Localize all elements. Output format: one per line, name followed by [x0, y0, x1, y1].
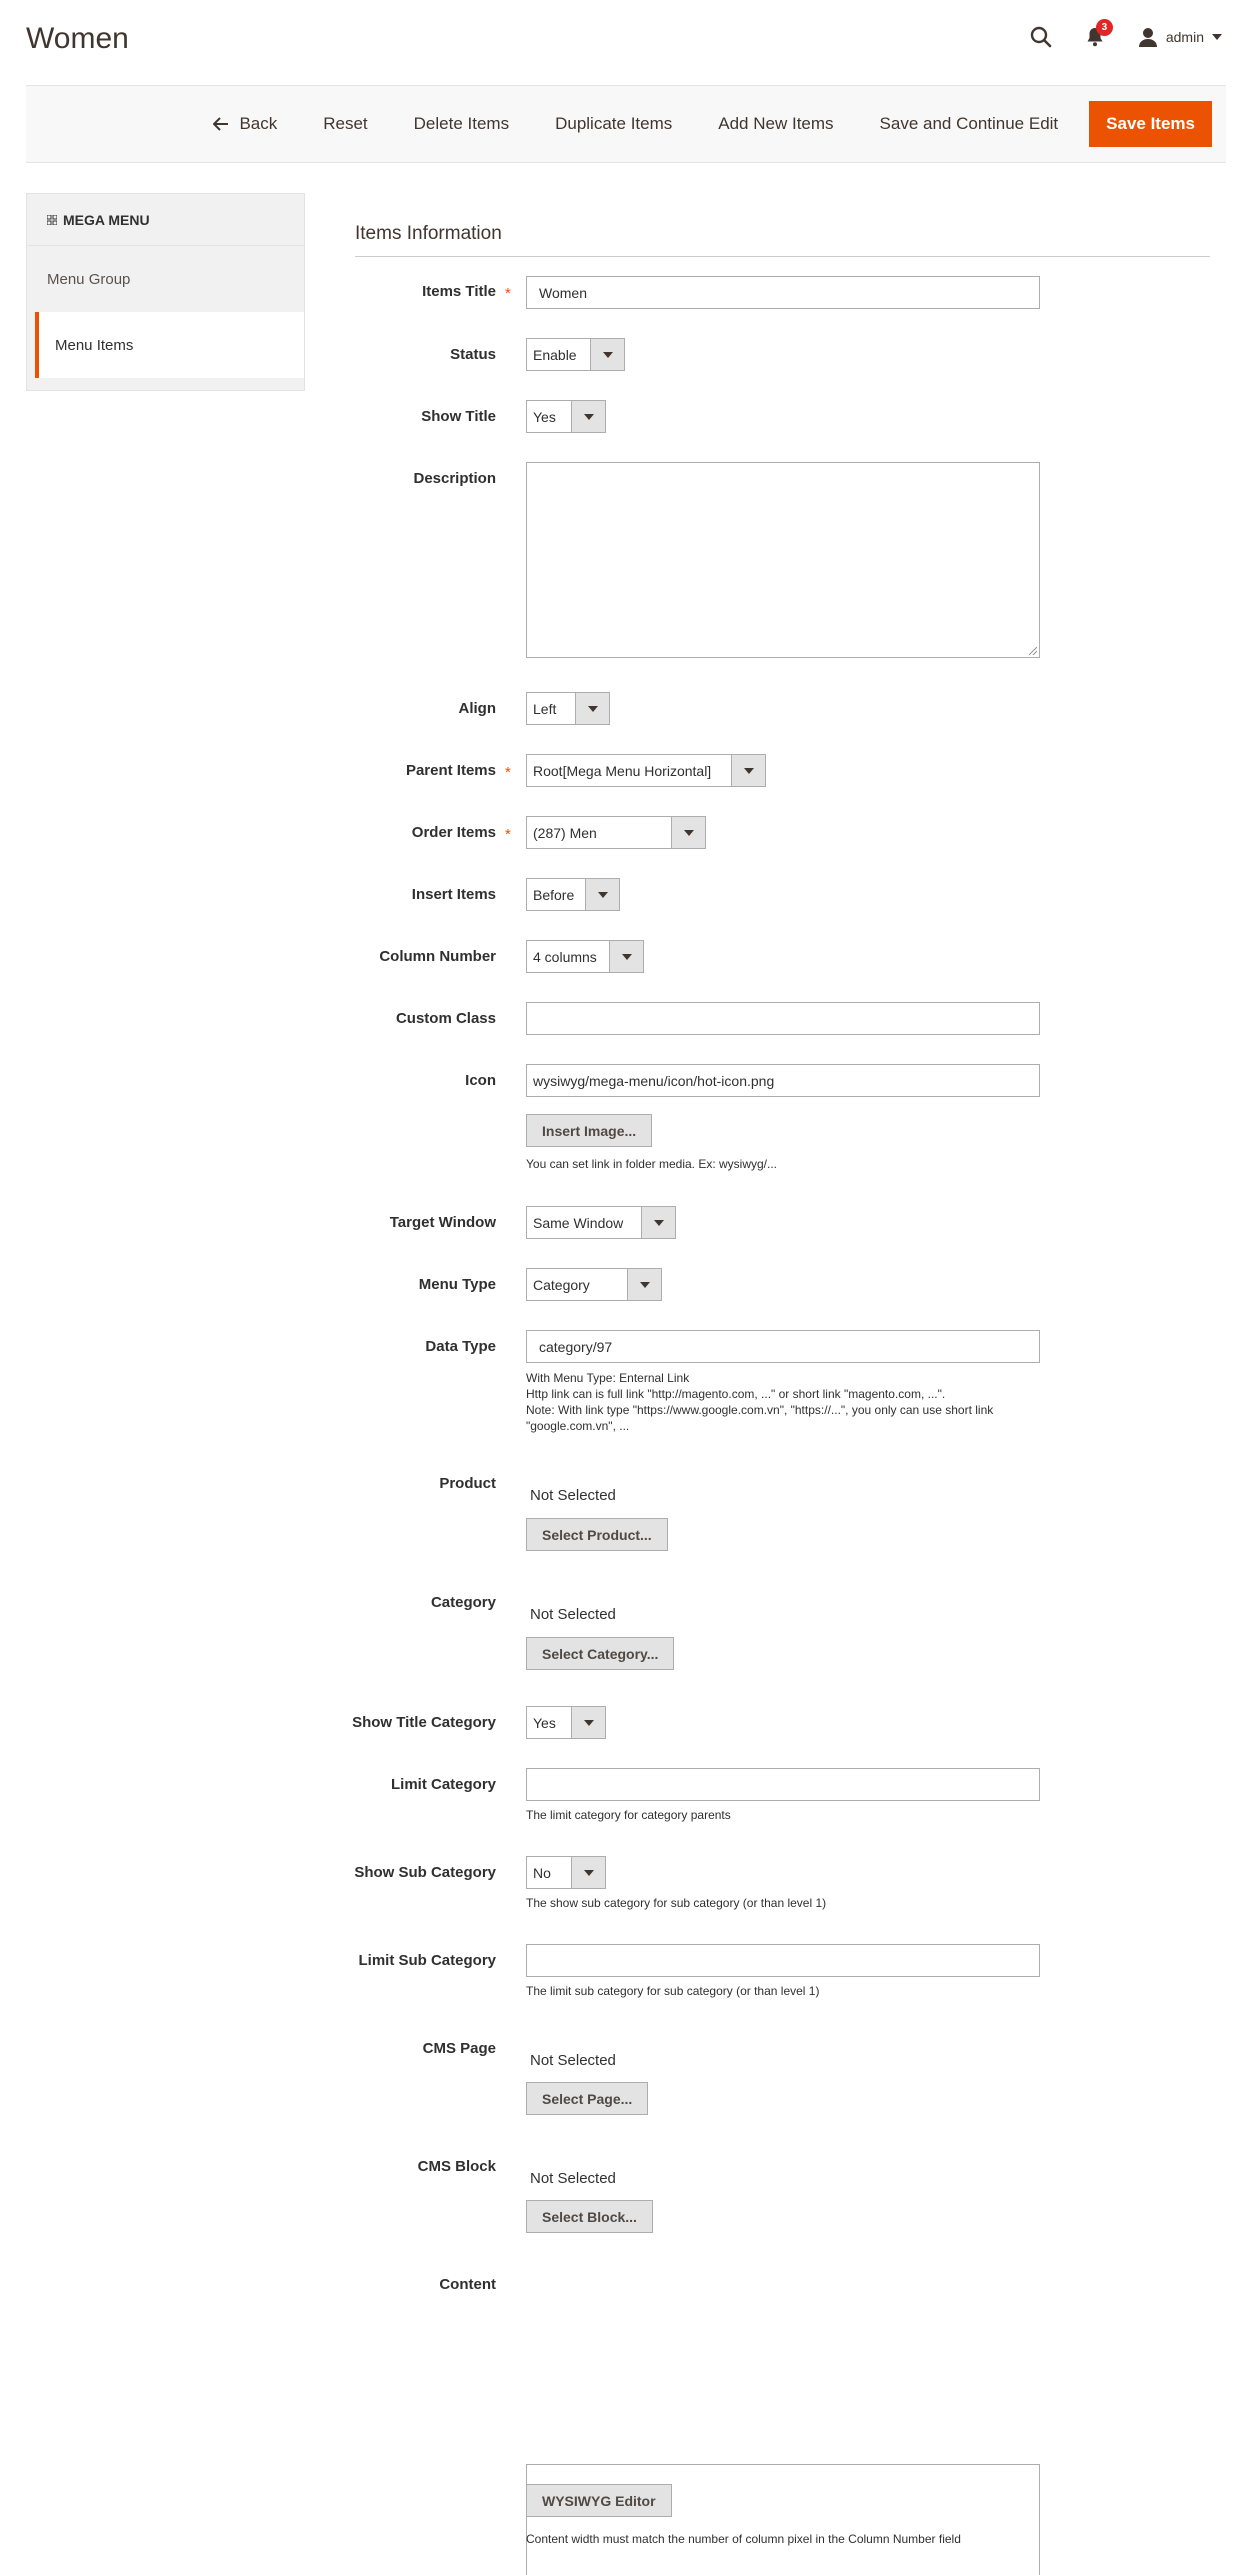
- required-marker: *: [505, 764, 511, 781]
- insert-image-button[interactable]: Insert Image...: [526, 1114, 652, 1147]
- menu-type-select[interactable]: [526, 1268, 662, 1301]
- cms-block-label: CMS Block: [417, 2158, 496, 2175]
- items-title-label: Items Title: [422, 283, 496, 300]
- show-title-category-select-value: Yes: [533, 1714, 556, 1731]
- chevron-down-icon: [590, 339, 624, 370]
- chevron-down-icon: [571, 1857, 605, 1888]
- order-items-select-value: (287) Men: [533, 824, 597, 841]
- column-number-label: Column Number: [379, 948, 496, 965]
- chevron-down-icon: [671, 817, 705, 848]
- content-textarea[interactable]: [526, 2464, 1040, 2575]
- limit-category-input[interactable]: [526, 1768, 1040, 1801]
- back-arrow-icon: [213, 117, 229, 131]
- page-title: Women: [26, 22, 129, 55]
- required-marker: *: [505, 826, 511, 843]
- column-number-select-value: 4 columns: [533, 948, 597, 965]
- wysiwyg-editor-button[interactable]: WYSIWYG Editor: [526, 2484, 672, 2517]
- data-type-note-1: With Menu Type: Enternal Link: [526, 1371, 690, 1385]
- section-divider: [355, 256, 1210, 257]
- cms-page-label: CMS Page: [422, 2040, 496, 2057]
- notifications-button[interactable]: [1086, 22, 1108, 47]
- data-type-input[interactable]: category/97: [526, 1330, 1040, 1363]
- notification-count-badge: 3: [1096, 19, 1113, 36]
- target-window-select-value: Same Window: [533, 1214, 624, 1231]
- insert-items-label: Insert Items: [411, 886, 496, 903]
- status-select[interactable]: [526, 338, 625, 371]
- back-button-label: Back: [239, 114, 278, 133]
- product-label: Product: [439, 1475, 496, 1492]
- data-type-note-3: Note: With link type "https://www.google.com.vn", "https://...", you only can use short link "google.com.vn", ...: [526, 1403, 994, 1433]
- chevron-down-icon: [609, 941, 643, 972]
- limit-category-label: Limit Category: [390, 1776, 496, 1793]
- user-icon: [1138, 27, 1158, 47]
- target-window-label: Target Window: [389, 1214, 496, 1231]
- show-sub-category-select-value: No: [533, 1864, 551, 1881]
- select-product-button[interactable]: Select Product...: [526, 1518, 668, 1551]
- data-type-note-2: Http link can is full link "http://magento.com, ..." or short link "magento.com, ...".: [526, 1387, 946, 1401]
- parent-items-select-value: Root[Mega Menu Horizontal]: [533, 762, 712, 779]
- show-sub-category-select[interactable]: [526, 1856, 606, 1889]
- product-value: Not Selected: [530, 1487, 616, 1504]
- chevron-down-icon: [571, 1707, 605, 1738]
- select-page-button[interactable]: Select Page...: [526, 2082, 648, 2115]
- insert-items-select-value: Before: [533, 886, 575, 903]
- search-icon[interactable]: [1030, 26, 1052, 48]
- parent-items-select[interactable]: [526, 754, 766, 787]
- align-select[interactable]: [526, 692, 610, 725]
- show-title-label: Show Title: [421, 408, 496, 425]
- menu-type-label: Menu Type: [418, 1276, 496, 1293]
- chevron-down-icon: [575, 693, 609, 724]
- duplicate-items-button[interactable]: Duplicate Items: [555, 114, 673, 133]
- show-sub-category-note: The show sub category for sub category (or than level 1): [526, 1896, 827, 1910]
- items-title-input[interactable]: Women: [526, 276, 1040, 309]
- reset-button[interactable]: Reset: [323, 114, 368, 133]
- description-label: Description: [413, 470, 496, 487]
- align-select-value: Left: [533, 700, 557, 717]
- save-and-continue-button[interactable]: Save and Continue Edit: [879, 114, 1059, 133]
- sidebar-item-menu-group[interactable]: Menu Group: [47, 270, 131, 288]
- show-title-select-value: Yes: [533, 408, 556, 425]
- content-label: Content: [439, 2276, 496, 2293]
- chevron-down-icon: [627, 1269, 661, 1300]
- header-actions: [1030, 22, 1222, 52]
- target-window-select[interactable]: [526, 1206, 676, 1239]
- sidebar-item-menu-items[interactable]: Menu Items: [35, 312, 304, 378]
- page-actions-toolbar: [26, 85, 1226, 163]
- icon-label: Icon: [465, 1072, 496, 1089]
- admin-user-menu[interactable]: [1138, 27, 1222, 47]
- required-marker: *: [505, 285, 511, 302]
- custom-class-input[interactable]: [526, 1002, 1040, 1035]
- category-value: Not Selected: [530, 1606, 616, 1623]
- column-number-select[interactable]: [526, 940, 644, 973]
- show-title-select[interactable]: [526, 400, 606, 433]
- insert-items-select[interactable]: [526, 878, 620, 911]
- limit-category-note: The limit category for category parents: [526, 1808, 731, 1822]
- save-items-button[interactable]: Save Items: [1089, 101, 1212, 147]
- order-items-label: Order Items: [411, 824, 496, 841]
- parent-items-label: Parent Items: [405, 762, 496, 779]
- cms-page-value: Not Selected: [530, 2052, 616, 2069]
- icon-note: You can set link in folder media. Ex: wysiwyg/...: [526, 1157, 778, 1171]
- icon-input[interactable]: wysiwyg/mega-menu/icon/hot-icon.png: [526, 1064, 1040, 1097]
- description-textarea[interactable]: [526, 462, 1040, 658]
- limit-sub-category-input[interactable]: [526, 1944, 1040, 1977]
- sidebar-title-text: MEGA MENU: [63, 211, 150, 228]
- order-items-select[interactable]: [526, 816, 706, 849]
- content-note: Content width must match the number of column pixel in the Column Number field: [526, 2532, 961, 2546]
- select-block-button[interactable]: Select Block...: [526, 2200, 653, 2233]
- chevron-down-icon: [1212, 34, 1222, 40]
- status-select-value: Enable: [533, 346, 577, 363]
- cms-block-value: Not Selected: [530, 2170, 616, 2187]
- show-title-category-select[interactable]: [526, 1706, 606, 1739]
- back-button[interactable]: [190, 101, 300, 147]
- data-type-label: Data Type: [425, 1338, 496, 1355]
- custom-class-label: Custom Class: [395, 1010, 496, 1027]
- delete-items-button[interactable]: Delete Items: [413, 114, 510, 133]
- select-category-button[interactable]: Select Category...: [526, 1637, 674, 1670]
- align-label: Align: [458, 700, 496, 717]
- chevron-down-icon: [585, 879, 619, 910]
- chevron-down-icon: [571, 401, 605, 432]
- sidebar-title: [27, 194, 304, 246]
- chevron-down-icon: [641, 1207, 675, 1238]
- chevron-down-icon: [731, 755, 765, 786]
- limit-sub-category-note: The limit sub category for sub category (or than level 1): [526, 1984, 820, 1998]
- menu-type-select-value: Category: [533, 1276, 590, 1293]
- show-title-category-label: Show Title Category: [352, 1714, 496, 1731]
- add-new-items-button[interactable]: Add New Items: [718, 114, 834, 133]
- category-label: Category: [430, 1594, 496, 1611]
- show-sub-category-label: Show Sub Category: [354, 1864, 496, 1881]
- status-label: Status: [450, 346, 496, 363]
- limit-sub-category-label: Limit Sub Category: [358, 1952, 496, 1969]
- section-title: Items Information: [355, 223, 502, 244]
- grid-icon: [47, 215, 57, 225]
- admin-username: admin: [1165, 29, 1204, 45]
